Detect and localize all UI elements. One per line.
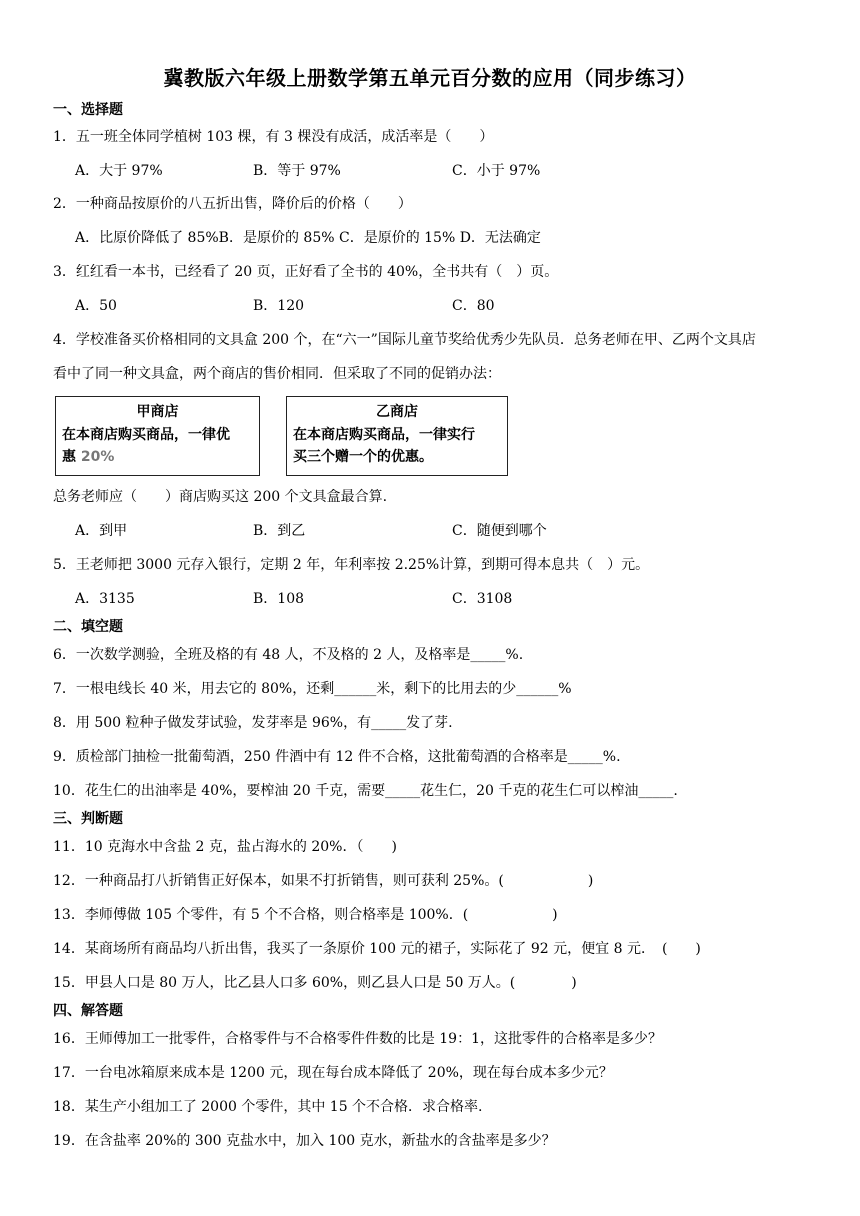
shop-a-text-1: 在本商店购买商品，一律优 — [62, 427, 230, 443]
q4-option-c: C．随便到哪个 — [452, 523, 547, 539]
q4-option-a: A．到甲 — [75, 523, 128, 539]
question-17: 17．一台电冰箱原来成本是 1200 元，现在每台成本降低了 20%，现在每台成本多少元？ — [53, 1065, 613, 1081]
q5-option-b: B．108 — [253, 591, 305, 607]
question-11: 11．10 克海水中含盐 2 克，盐占海水的 20%．（ ) — [53, 839, 397, 855]
page-title: 冀教版六年级上册数学第五单元百分数的应用（同步练习） — [163, 66, 697, 90]
q5-option-a: A．3135 — [75, 591, 135, 607]
question-1: 1．五一班全体同学植树 103 棵，有 3 棵没有成活，成活率是（ ） — [53, 129, 494, 145]
q4-option-b: B．到乙 — [253, 523, 306, 539]
q3-option-a: A．50 — [75, 298, 117, 314]
shop-b-text-1: 在本商店购买商品，一律实行 — [293, 427, 475, 443]
question-7: 7．一根电线长 40 米，用去它的 80%，还剩______米，剩下的比用去的少______% — [53, 681, 572, 697]
question-16: 16．王师傅加工一批零件，合格零件与不合格零件件数的比是 19：1，这批零件的合格率是多少？ — [53, 1031, 662, 1047]
section-heading-choice: 一、选择题 — [53, 102, 123, 118]
shop-a-title: 甲商店 — [136, 404, 179, 420]
shop-b-title: 乙商店 — [376, 404, 418, 420]
question-6: 6．一次数学测验，全班及格的有 48 人，不及格的 2 人，及格率是_____%. — [53, 647, 524, 663]
question-4-line3: 总务老师应（ ）商店购买这 200 个文具盒最合算. — [53, 489, 388, 505]
question-13: 13．李师傅做 105 个零件，有 5 个不合格，则合格率是 100%．( ) — [53, 907, 558, 923]
question-15: 15．甲县人口是 80 万人，比乙县人口多 60%，则乙县人口是 50 万人。( ) — [53, 975, 577, 991]
question-18: 18．某生产小组加工了 2000 个零件，其中 15 个不合格．求合格率. — [53, 1099, 483, 1115]
question-9: 9．质检部门抽检一批葡萄酒，250 件酒中有 12 件不合格，这批葡萄酒的合格率是_____%. — [53, 749, 621, 765]
q1-option-a: A．大于 97% — [75, 163, 163, 179]
question-19: 19．在含盐率 20%的 300 克盐水中，加入 100 克水，新盐水的含盐率是多少？ — [53, 1133, 556, 1149]
shop-a-promo-box — [55, 396, 260, 476]
shop-b-text-2: 买三个赠一个的优惠。 — [293, 449, 433, 465]
question-2: 2．一种商品按原价的八五折出售，降价后的价格（ ） — [53, 196, 412, 212]
q3-option-b: B．120 — [253, 298, 305, 314]
shop-a-discount: 20% — [80, 449, 115, 465]
shop-b-promo-box — [286, 396, 508, 476]
q5-option-c: C．3108 — [452, 591, 513, 607]
question-5: 5．王老师把 3000 元存入银行，定期 2 年，年利率按 2.25%计算，到期可得本息共（ ）元。 — [53, 557, 650, 573]
question-14: 14．某商场所有商品均八折出售，我买了一条原价 100 元的裙子，实际花了 92 元，便宜 8 元． ( ) — [53, 941, 701, 957]
shop-a-text-2: 惠 20% — [62, 449, 115, 465]
q1-option-b: B．等于 97% — [253, 163, 341, 179]
question-12: 12．一种商品打八折销售正好保本，如果不打折销售，则可获利 25%。( ) — [53, 873, 594, 889]
section-heading-solve: 四、解答题 — [53, 1003, 123, 1019]
q3-option-c: C．80 — [452, 298, 495, 314]
question-3: 3．红红看一本书，已经看了 20 页，正好看了全书的 40%，全书共有（ ）页。 — [53, 264, 559, 280]
section-heading-fill: 二、填空题 — [53, 619, 123, 635]
question-4-line2: 看中了同一种文具盒，两个商店的售价相同．但采取了不同的促销办法： — [53, 366, 501, 382]
question-10: 10．花生仁的出油率是 40%，要榨油 20 千克，需要_____花生仁，20 千克的花生仁可以榨油_____. — [53, 783, 678, 799]
question-4-line1: 4．学校准备买价格相同的文具盒 200 个，在“六一”国际儿童节奖给优秀少先队员．总务老师在甲、乙两个文具店 — [53, 332, 756, 348]
question-8: 8．用 500 粒种子做发芽试验，发芽率是 96%，有_____发了芽. — [53, 715, 453, 731]
q1-option-c: C．小于 97% — [452, 163, 541, 179]
section-heading-judge: 三、判断题 — [53, 811, 123, 827]
q2-options: A．比原价降低了 85%B．是原价的 85% C．是原价的 15% D．无法确定 — [75, 230, 541, 246]
